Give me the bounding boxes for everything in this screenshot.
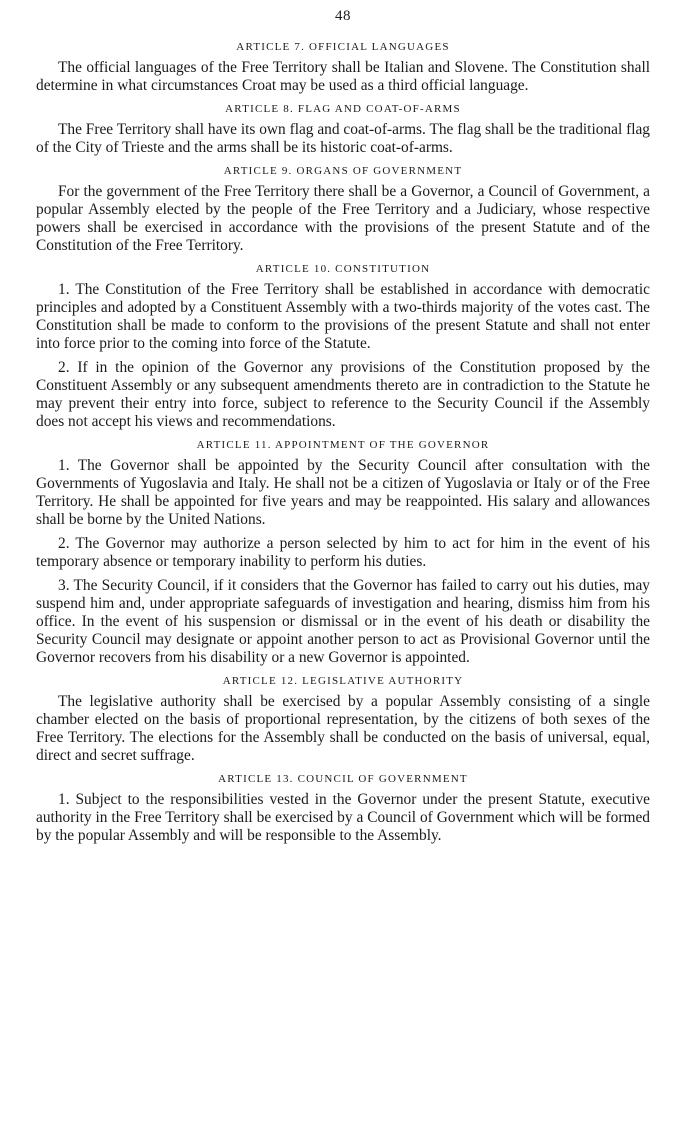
article-paragraph: The legislative authority shall be exercised by a popular Assembly consisting of a single chamber elected on the basis of proportional representation, by the citizens of both sexes of the Free Territory. The elections for the Assembly shall be conducted on the basis of universal, equal, direct and secret suffrage. (36, 693, 650, 764)
article-11 (36, 437, 650, 667)
article-heading: ARTICLE 12. LEGISLATIVE AUTHORITY (222, 675, 464, 687)
article-heading: ARTICLE 10. CONSTITUTION (255, 263, 431, 275)
article-paragraph: The Free Territory shall have its own flag and coat-of-arms. The flag shall be the traditional flag of the City of Trieste and the arms shall be its historic coat-of-arms. (36, 121, 650, 156)
article-8 (36, 101, 650, 157)
article-12 (36, 673, 650, 765)
article-heading: ARTICLE 9. ORGANS OF GOVERNMENT (223, 165, 463, 177)
article-paragraph: 1. The Constitution of the Free Territory shall be established in accordance with democratic principles and adopted by a Constituent Assembly with a two-thirds majority of the votes cast. The Constitution shall be made to conform to the provisions of the present Statute and shall not enter into force prior to the coming into force of the Statute. (36, 281, 650, 352)
article-paragraph: For the government of the Free Territory there shall be a Governor, a Council of Government, a popular Assembly elected by the people of the Free Territory and a Judiciary, whose respective powers shall be exercised in accordance with the provisions of the present Statute and of the Constitution of the Free Territory. (36, 183, 650, 254)
article-9 (36, 163, 650, 255)
article-paragraph: 2. If in the opinion of the Governor any provisions of the Constitution proposed by the Constituent Assembly or any subsequent amendments thereto are in contradiction to the Statute he may prevent their entry into force, subject to reference to the Security Council if the Assembly does not accept his views and recommendations. (36, 359, 650, 430)
page-number: 48 (335, 8, 351, 24)
article-heading: ARTICLE 7. OFFICIAL LANGUAGES (236, 41, 450, 53)
article-heading: ARTICLE 8. FLAG AND COAT-OF-ARMS (225, 103, 461, 115)
article-10 (36, 261, 650, 431)
article-heading: ARTICLE 11. APPOINTMENT OF THE GOVERNOR (196, 439, 490, 451)
article-paragraph: 3. The Security Council, if it considers that the Governor has failed to carry out his duties, may suspend him and, under appropriate safeguards of investigation and hearing, dismiss him from his office. In the event of his suspension or dismissal or in the event of his death or disability the Security Council may designate or appoint another person to act as Provisional Governor until the Governor recovers from his disability or a new Governor is appointed. (36, 577, 650, 666)
article-13 (36, 771, 650, 845)
article-7 (36, 39, 650, 95)
article-paragraph: 1. The Governor shall be appointed by the Security Council after consultation with the Governments of Yugoslavia and Italy. He shall not be a citizen of Yugoslavia or Italy or of the Free Territory. He shall be appointed for five years and may be reappointed. His salary and allowances shall be borne by the United Nations. (36, 457, 650, 528)
article-heading: ARTICLE 13. COUNCIL OF GOVERNMENT (218, 773, 468, 785)
article-paragraph: The official languages of the Free Territory shall be Italian and Slovene. The Constitution shall determine in what circumstances Croat may be used as a third official language. (36, 59, 650, 94)
article-paragraph: 2. The Governor may authorize a person selected by him to act for him in the event of his temporary absence or temporary inability to perform his duties. (36, 535, 650, 570)
article-paragraph: 1. Subject to the responsibilities vested in the Governor under the present Statute, executive authority in the Free Territory shall be exercised by a Council of Government which will be formed by the popular Assembly and will be responsible to the Assembly. (36, 791, 650, 844)
document-page (36, 8, 650, 851)
